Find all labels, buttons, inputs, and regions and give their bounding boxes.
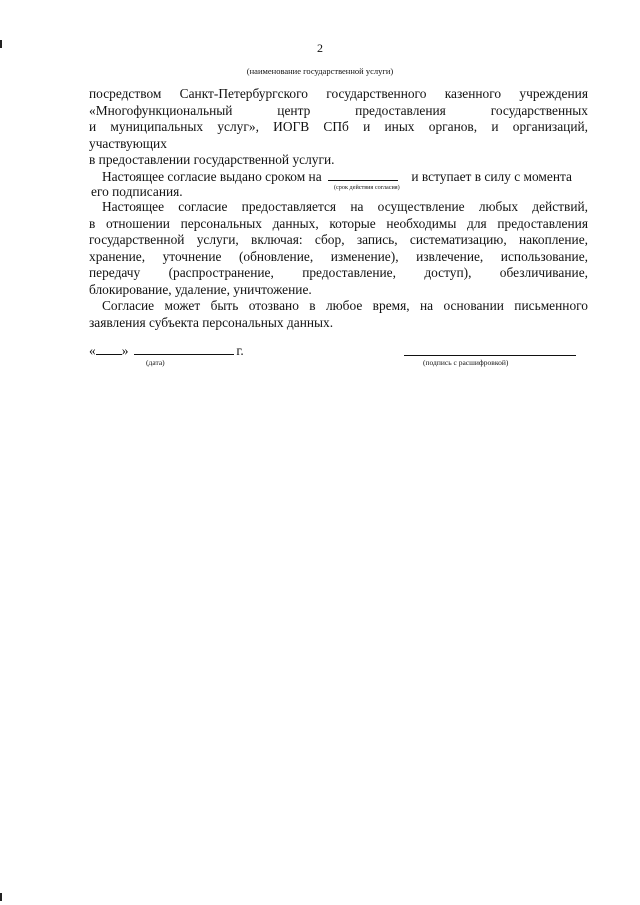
- paragraph-revocation: [89, 298, 588, 331]
- text-line: блокирование, удаление, уничтожение.: [89, 281, 312, 297]
- text-line: в предоставлении государственной услуги.: [89, 152, 335, 168]
- scan-edge-mark-bottom: [0, 893, 2, 901]
- signature-line: [404, 355, 576, 356]
- text-line: передачу (распространение, предоставление, доступ), обезличивание,: [89, 265, 588, 281]
- text-line: заявления субъекта персональных данных.: [89, 314, 334, 330]
- date-month-blank: [134, 354, 234, 355]
- text-line: «Многофункциональный центр предоставления государственных: [89, 102, 588, 118]
- text-line: Согласие может быть отозвано в любое время, на основании письменного: [102, 298, 588, 313]
- date-day-blank: [96, 354, 122, 355]
- date-year-suffix: г.: [236, 343, 244, 358]
- paragraph-actions: [89, 199, 588, 299]
- term-continuation-text: его подписания.: [91, 184, 183, 199]
- date-open-quote: «: [89, 343, 96, 358]
- date-close-quote: »: [121, 343, 129, 358]
- term-blank-line: [328, 180, 398, 181]
- signature-caption: (подпись с расшифровкой): [423, 358, 509, 367]
- text-line: участвующих: [89, 135, 167, 151]
- text-line: и муниципальных услуг», ИОГВ СПб и иных органов, и организаций,: [89, 119, 588, 135]
- text-line: хранение, уточнение (обновление, изменение), извлечение, использование,: [89, 248, 588, 264]
- text-line: посредством Санкт-Петербургского государственного казенного учреждения: [89, 86, 588, 101]
- term-text-before: Настоящее согласие выдано сроком на: [102, 169, 322, 184]
- service-name-caption: (наименование государственной услуги): [246, 66, 394, 76]
- date-field: [89, 343, 244, 359]
- term-text-after: и вступает в силу с момента: [411, 169, 572, 184]
- text-line: государственной услуги, включая: сбор, запись, систематизацию, накопление,: [89, 232, 588, 248]
- date-caption: (дата): [146, 358, 165, 367]
- text-line: Настоящее согласие предоставляется на осуществление любых действий,: [102, 199, 588, 214]
- paragraph-service-provider: [89, 86, 588, 169]
- text-line: в отношении персональных данных, которые необходимы для предоставления: [89, 215, 588, 231]
- page-number: 2: [317, 41, 323, 55]
- term-caption: (срок действия согласия): [334, 184, 400, 191]
